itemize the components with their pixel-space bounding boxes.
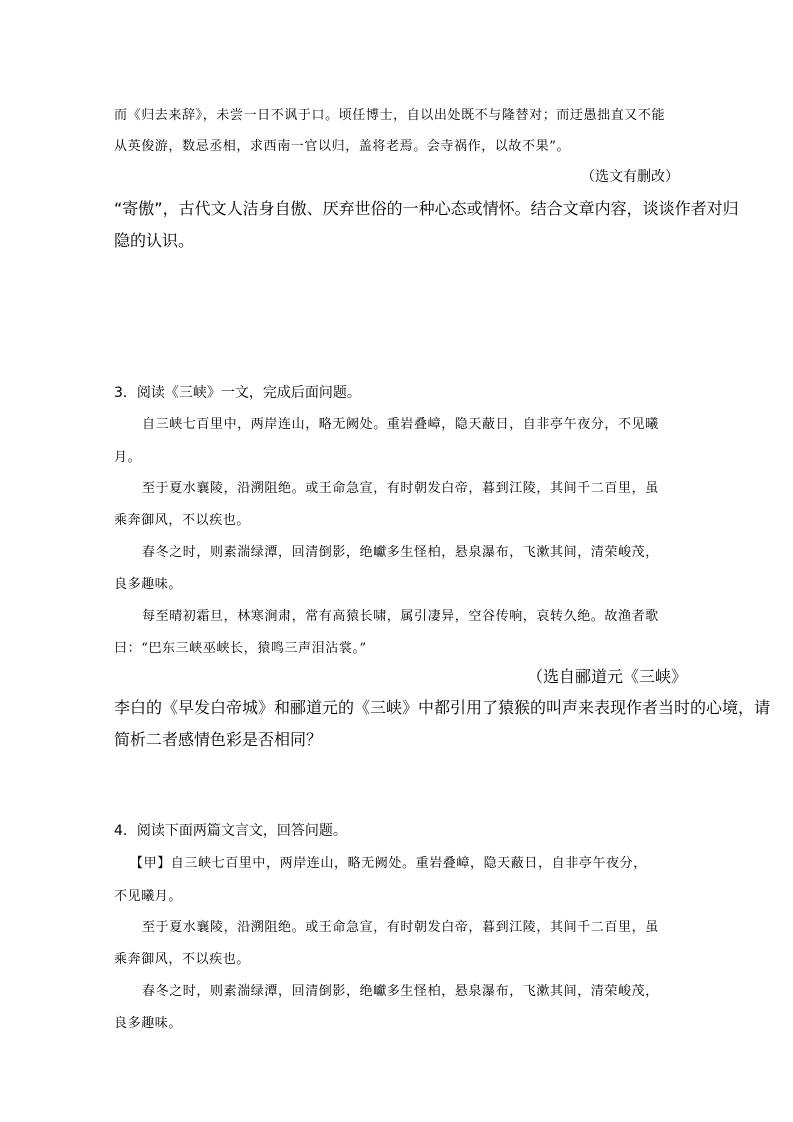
passage-line: 月。 [114,450,142,465]
question-prompt: “寄傲”，古代文人洁身自傲、厌弃世俗的一种心态或情怀。结合文章内容，谈谈作者对归 [114,199,739,218]
passage-line: 至于夏水襄陵，沿溯阻绝。或王命急宣，有时朝发白帝，暮到江陵，其间千二百里，虽 [142,481,659,496]
passage-line: 至于夏水襄陵，沿溯阻绝。或王命急宣，有时朝发白帝，暮到江陵，其间千二百里，虽 [142,920,659,935]
passage-line: 不见曦月。 [114,889,183,904]
passage-line: 【甲】自三峡七百里中，两岸连山，略无阙处。重岩叠嶂，隐天蔽日，自非亭午夜分， [130,856,647,871]
passage-line: 每至晴初霜旦，林寒涧肃，常有高猿长啸，属引凄异，空谷传响，哀转久绝。故渔者歌 [142,609,659,624]
passage-line: 良多趣味。 [114,1016,183,1031]
passage-line: 自三峡七百里中，两岸连山，略无阙处。重岩叠嶂，隐天蔽日，自非亭午夜分，不见曦 [142,417,659,432]
passage-line: 春冬之时，则素湍绿潭，回清倒影，绝巘多生怪柏，悬泉瀑布，飞漱其间，清荣峻茂， [142,984,659,999]
passage-line: 乘奔御风，不以疾也。 [114,513,251,528]
passage-line: 曰：“巴东三峡巫峡长，猿鸣三声泪沾裳。” [114,641,367,656]
passage-line: 从英俊游，数忌丞相，求西南一官以归，盖将老焉。会寺祸作，以故不果”。 [114,139,571,154]
passage-line: 春冬之时，则素湍绿潭，回清倒影，绝巘多生怪柏，悬泉瀑布，飞漱其间，清荣峻茂， [142,545,659,560]
question-prompt: 隐的认识。 [114,231,195,250]
passage-line: 而《归去来辞》，未尝一日不讽于口。顷任博士，自以出处既不与隆替对；而迂愚拙直又不能 [114,108,666,123]
source-note: （选文有删改） [581,169,679,185]
passage-line: 良多趣味。 [114,577,183,592]
passage-line: 乘奔御风，不以疾也。 [114,952,251,967]
question-prompt: 简析二者感情色彩是否相同？ [114,730,323,749]
source-note: （选自郦道元《三峡》 [526,667,687,686]
question-heading: 4．阅读下面两篇文言文，回答问题。 [114,823,347,839]
question-prompt: 李白的《早发白帝城》和郦道元的《三峡》中都引用了猿猴的叫声来表现作者当时的心境，请 [114,698,771,717]
question-heading: 3．阅读《三峡》一文，完成后面问题。 [114,385,361,401]
